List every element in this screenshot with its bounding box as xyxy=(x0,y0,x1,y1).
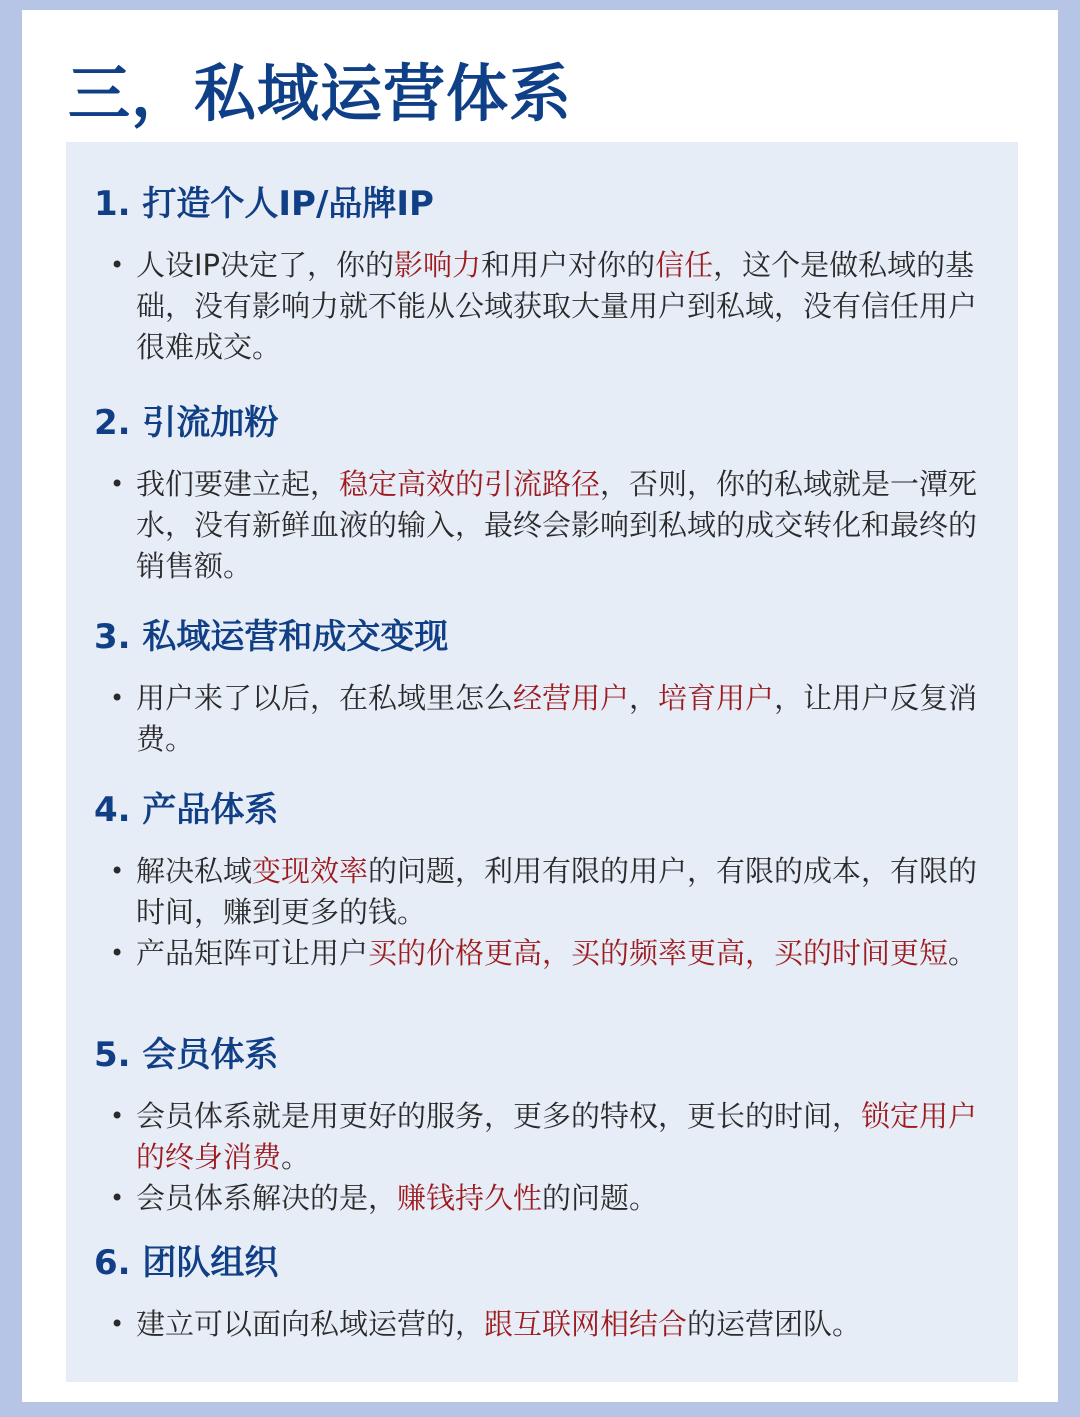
bullet-dot-icon: • xyxy=(110,939,125,967)
bullet-item xyxy=(110,1304,992,1345)
highlight-text: 买的价格更高，买的频率更高，买的时间更短 xyxy=(368,936,949,970)
bullet-item xyxy=(110,245,992,368)
bullet-text: 我们要建立起，稳定高效的引流路径，否则，你的私域就是一潭死水，没有新鲜血液的输入，最终会影响到私域的成交转化和最终的销售额。 xyxy=(136,467,978,583)
highlight-text: 信任 xyxy=(655,248,714,282)
bullet-text: 产品矩阵可让用户买的价格更高，买的频率更高，买的时间更短。 xyxy=(136,936,978,970)
content-panel xyxy=(66,142,1018,1382)
bullet-item xyxy=(110,1178,992,1219)
bullet-dot-icon: • xyxy=(110,1310,125,1338)
bullet-dot-icon: • xyxy=(110,1184,125,1212)
highlight-text: 变现效率 xyxy=(252,854,369,888)
page-title: 三，私域运营体系 xyxy=(68,57,573,130)
highlight-text: 稳定高效的引流路径 xyxy=(339,467,601,501)
section-heading-product: 4. 产品体系 xyxy=(94,790,279,830)
bullet-dot-icon: • xyxy=(110,1102,125,1130)
bullet-item xyxy=(110,678,992,760)
section-heading-membership: 5. 会员体系 xyxy=(94,1035,279,1075)
bullet-item xyxy=(110,851,992,933)
bullet-text: 会员体系解决的是，赚钱持久性的问题。 xyxy=(136,1181,659,1215)
article-card xyxy=(22,10,1058,1402)
section-heading-operation: 3. 私域运营和成交变现 xyxy=(94,617,449,657)
highlight-text: 赚钱持久性 xyxy=(397,1181,543,1215)
section-heading-team: 6. 团队组织 xyxy=(94,1243,279,1283)
bullet-text: 解决私域变现效率的问题，利用有限的用户，有限的成本，有限的时间，赚到更多的钱。 xyxy=(136,854,978,929)
bullet-text: 会员体系就是用更好的服务，更多的特权，更长的时间，锁定用户的终身消费。 xyxy=(136,1099,978,1174)
bullet-dot-icon: • xyxy=(110,684,125,712)
bullet-dot-icon: • xyxy=(110,857,125,885)
bullet-text: 用户来了以后，在私域里怎么经营用户，培育用户，让用户反复消费。 xyxy=(136,681,978,756)
bullet-dot-icon: • xyxy=(110,470,125,498)
bullet-item xyxy=(110,1096,992,1178)
bullet-dot-icon: • xyxy=(110,251,125,279)
bullet-item xyxy=(110,464,992,587)
bullet-text: 建立可以面向私域运营的，跟互联网相结合的运营团队。 xyxy=(136,1307,862,1341)
section-heading-traffic: 2. 引流加粉 xyxy=(94,403,279,443)
bullet-item xyxy=(110,933,992,974)
bullet-text: 人设IP决定了，你的影响力和用户对你的信任，这个是做私域的基础，没有影响力就不能从公域获取大量用户到私域，没有信任用户很难成交。 xyxy=(136,248,978,364)
section-heading-ip: 1. 打造个人IP/品牌IP xyxy=(94,184,434,224)
highlight-text: 跟互联网相结合 xyxy=(484,1307,688,1341)
highlight-text: 经营用户 xyxy=(513,681,630,715)
highlight-text: 锁定用户的终身消费 xyxy=(136,1099,978,1174)
highlight-text: 培育用户 xyxy=(658,681,775,715)
highlight-text: 影响力 xyxy=(394,248,482,282)
